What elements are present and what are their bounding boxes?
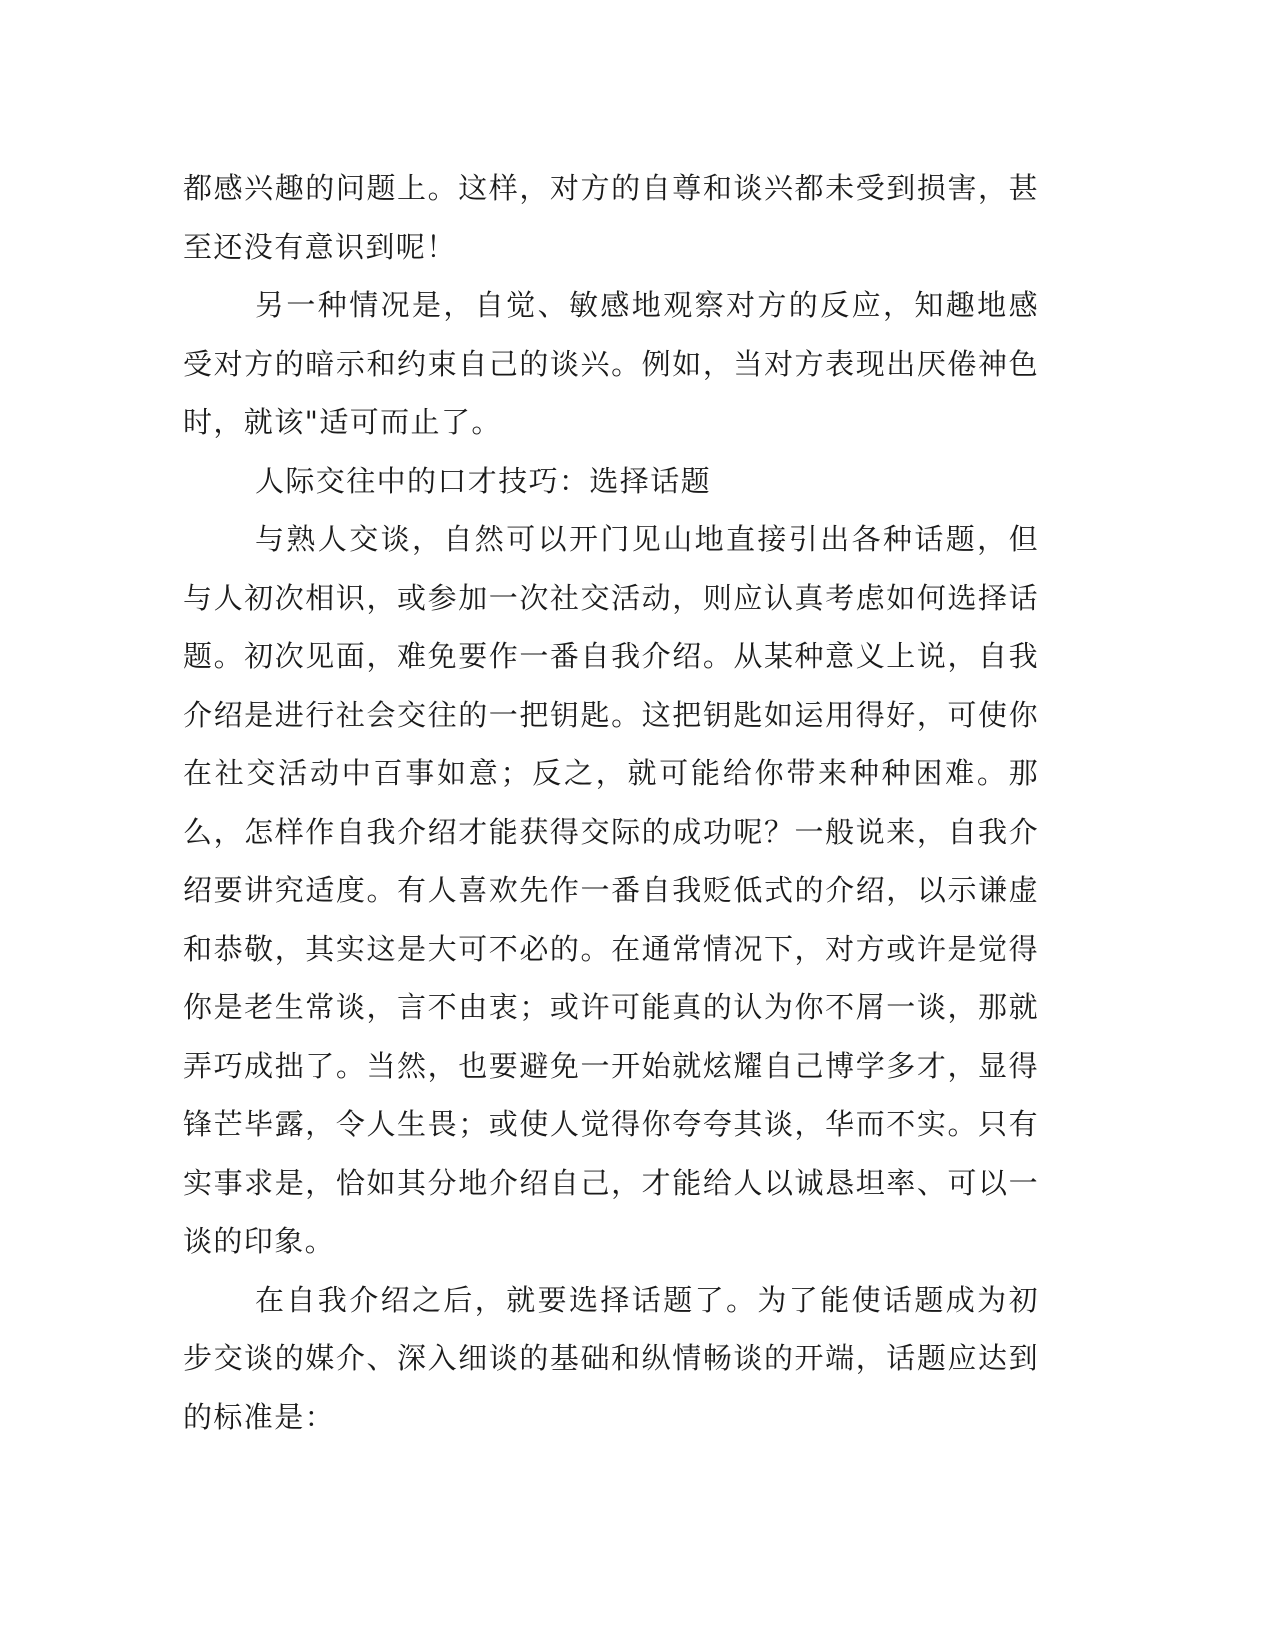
section-heading: 人际交往中的口才技巧：选择话题 bbox=[255, 463, 712, 498]
document-body bbox=[183, 159, 1039, 1446]
paragraph-continuation: 都感兴趣的问题上。这样，对方的自尊和谈兴都未受到损害，甚至还没有意识到呢！ bbox=[183, 171, 1039, 264]
paragraph-choose-topic: 在自我介绍之后，就要选择话题了。为了能使话题成为初步交谈的媒介、深入细谈的基础和纵情畅谈的开端，话题应达到的标准是： bbox=[183, 1282, 1039, 1434]
paragraph-self-introduction: 与熟人交谈，自然可以开门见山地直接引出各种话题，但与人初次相识，或参加一次社交活动，则应认真考虑如何选择话题。初次见面，难免要作一番自我介绍。从某种意义上说，自我介绍是进行社会交往的一把钥匙。这把钥匙如运用得好，可使你在社交活动中百事如意；反之，就可能给你带来种种困难。那么，怎样作自我介绍才能获得交际的成功呢？一般说来，自我介绍要讲究适度。有人喜欢先作一番自我贬低式的介绍，以示谦虚和恭敬，其实这是大可不必的。在通常情况下，对方或许是觉得你是老生常谈，言不由衷；或许可能真的认为你不屑一谈，那就弄巧成拙了。当然，也要避免一开始就炫耀自己博学多才，显得锋芒毕露，令人生畏；或使人觉得你夸夸其谈，华而不实。只有实事求是，恰如其分地介绍自己，才能给人以诚恳坦率、可以一谈的印象。 bbox=[183, 522, 1039, 1258]
paragraph-observe-reaction: 另一种情况是，自觉、敏感地观察对方的反应，知趣地感受对方的暗示和约束自己的谈兴。例如，当对方表现出厌倦神色时，就该"适可而止了。 bbox=[183, 288, 1039, 439]
